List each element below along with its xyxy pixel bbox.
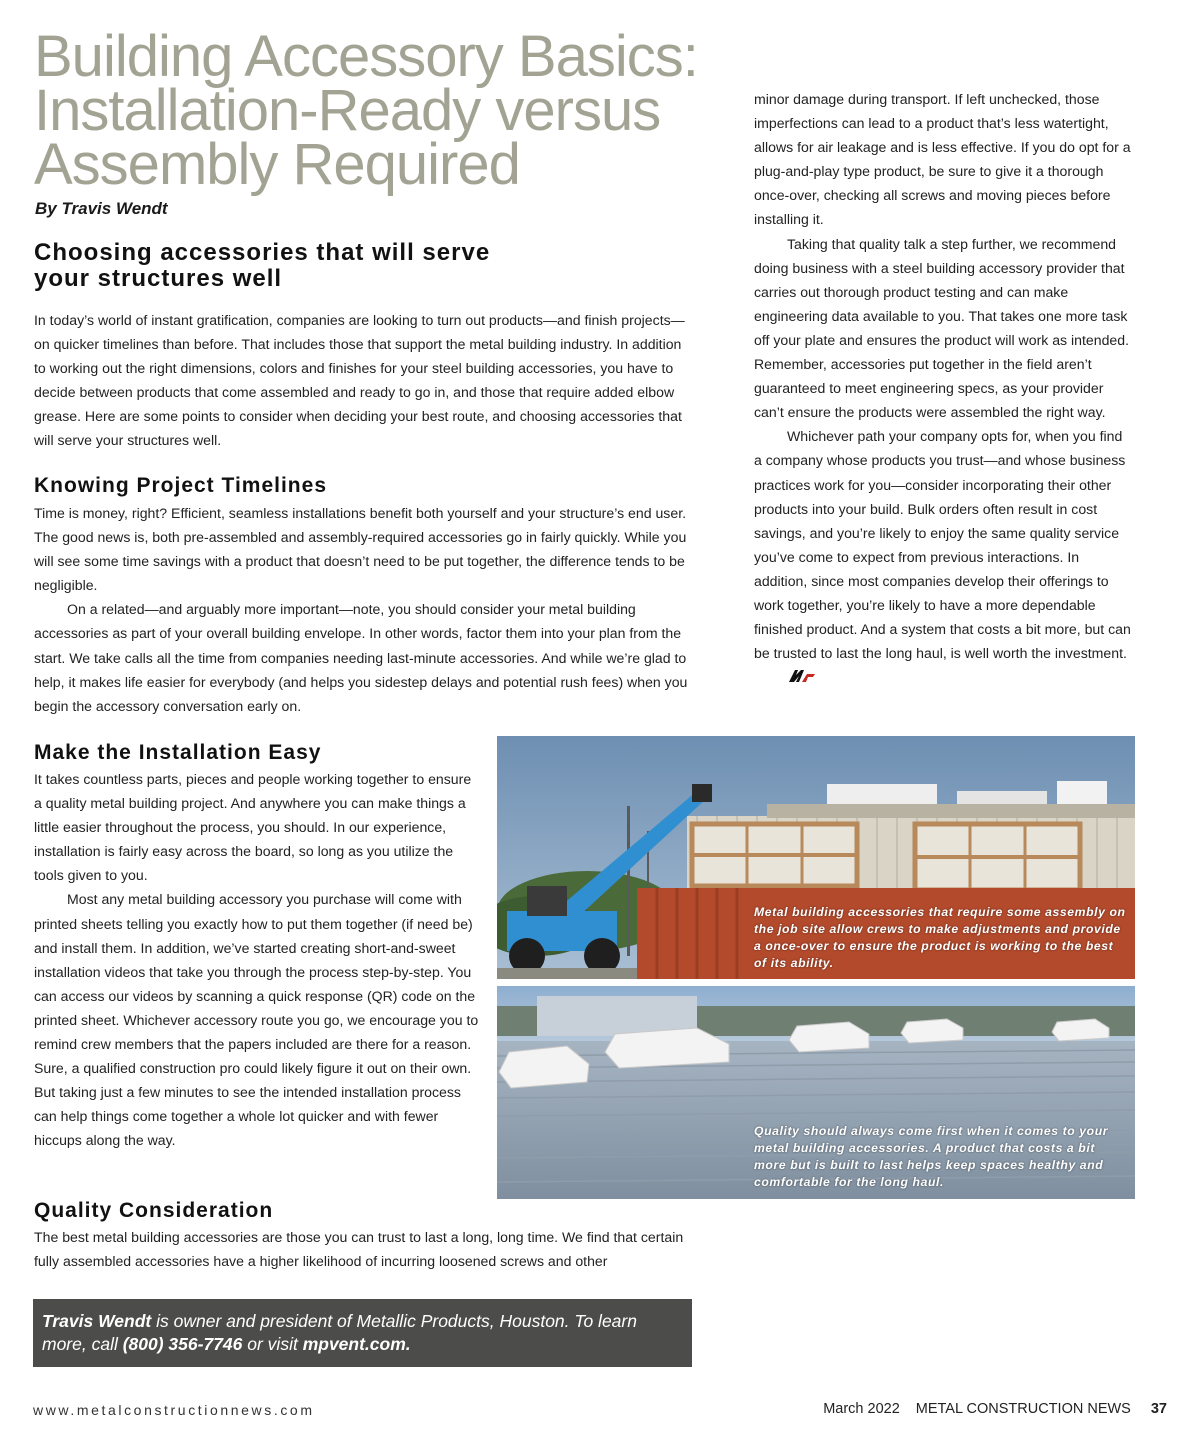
photo-metal-roof: [497, 986, 1135, 1199]
heading-quality: Quality Consideration: [34, 1199, 274, 1222]
article-title: [34, 24, 754, 197]
caption-metal-roof: Quality should always come first when it comes to your metal building accessories. A product that costs a bit more but is built to last helps keep spaces healthy and comfortable for the long haul.: [754, 1124, 1109, 1189]
right-column-body: [754, 87, 1132, 691]
photo-construction-site: [497, 736, 1135, 979]
bio-name: Travis Wendt: [42, 1311, 152, 1331]
heading-installation: Make the Installation Easy: [34, 741, 322, 764]
timelines-p2: On a related—and arguably more important—note, you should consider your metal building accessories as part of your overall building envelope. In other words, factor them into your plan from the start. We take calls all the time from companies needing last-minute accessories. And while we’re glad to help, it makes life easier for everybody (and helps you sidestep delays and potential rush fees) when you begin the accessory conversation early on.: [34, 601, 688, 714]
quality-body: [34, 1225, 684, 1273]
right-p2: Taking that quality talk a step further, we recommend doing business with a steel building accessory provider that carries out thorough product testing and can make engineering data available to you. That takes one more task off your plate and ensures the product will work as intended. Remember, accessories put together in the field aren’t guaranteed to meet engineering specs, as your provider can’t ensure the products were assembled the right way.: [754, 235, 1130, 421]
bio-text-1: is owner and president of Metallic Products, Houston. To learn more, call: [42, 1311, 637, 1354]
footer-publication: METAL CONSTRUCTION NEWS: [915, 1401, 1131, 1417]
mcn-end-mark-icon: [756, 667, 815, 691]
bio-phone[interactable]: (800) 356-7746: [122, 1334, 243, 1354]
intro-paragraph: [34, 308, 696, 453]
title-line-3: Assembly Required: [34, 132, 520, 197]
bio-text-2: or visit: [242, 1334, 303, 1354]
title-line-1: Building Accessory Basics:: [34, 24, 698, 89]
installation-p2: Most any metal building accessory you purchase will come with printed sheets telling you exactly how to put them together (if need be) and install them. In addition, we’ve started creating short-and-sweet installation videos that take you through the process step-by-step. You can access our videos by scanning a quick response (QR) code on the printed sheet. Whichever accessory route you go, we encourage you to remind crew members that the papers included are there for a reason. Sure, a qualified construction pro could likely figure it out on their own. But taking just a few minutes to see the intended installation process can help things come together a whole lot quicker and with fewer hiccups along the way.: [34, 891, 479, 1149]
timelines-body: [34, 501, 696, 718]
intro-text: In today’s world of instant gratification, companies are looking to turn out products—and finish projects—on quicker timelines than before. That includes those that support the metal building industry. In addition to working out the right dimensions, colors and finishes for your steel building accessories, you have to decide between products that come assembled and ready to go in, and those that require added elbow grease. Here are some points to consider when deciding your best route, and choosing accessories that will serve your structures well.: [34, 312, 685, 449]
installation-p1: It takes countless parts, pieces and people working together to ensure a quality metal building project. And anywhere you can make things a little easier throughout the process, you should. In our experience, installation is fairly easy across the board, so long as you utilize the tools given to you.: [34, 771, 472, 884]
footer-page-number: 37: [1150, 1401, 1167, 1417]
author-bio: [33, 1299, 692, 1367]
right-p1: minor damage during transport. If left unchecked, those imperfections can lead to a product that’s less watertight, allows for air leakage and is less effective. If you do opt for a plug-and-play type product, be sure to give it a thorough once-over, checking all screws and moving pieces before installing it.: [754, 91, 1131, 228]
subheading-line-1: Choosing accessories that will serve: [34, 239, 491, 266]
right-p3-text: Whichever path your company opts for, when you find a company whose products you trust—and whose business practices work for you—consider incorporating their other products into your build. Bulk orders often result in cost savings, and you’re likely to enjoy the same quality service you’ve come to expect from previous interactions. In addition, since most companies develop their offerings to work together, you’re likely to have a more dependable finished product. And a system that costs a bit more, but can be trusted to last the long haul, is well worth the investment.: [754, 428, 1131, 662]
subheading-line-2: your structures well: [34, 265, 283, 292]
quality-p1: The best metal building accessories are those you can trust to last a long, long time. We find that certain fully assembled accessories have a higher likelihood of incurring loosened screws and other: [34, 1229, 684, 1270]
footer-url[interactable]: www.metalconstructionnews.com: [33, 1402, 315, 1418]
heading-timelines: Knowing Project Timelines: [34, 474, 327, 497]
article-subheading: [34, 240, 634, 292]
bio-website-link[interactable]: mpvent.com.: [302, 1334, 411, 1354]
caption-construction-site: Metal building accessories that require some assembly on the job site allow crews to make adjustments and provide a once-over to ensure the product is working to the best of its ability.: [754, 905, 1126, 970]
installation-body: [34, 767, 479, 1153]
byline: By Travis Wendt: [35, 199, 168, 218]
title-line-2: Installation-Ready versus: [34, 78, 661, 143]
right-p3: [754, 424, 1132, 691]
footer-date: March 2022: [823, 1401, 900, 1417]
timelines-p1: Time is money, right? Efficient, seamless installations benefit both yourself and your structure’s end user. The good news is, both pre-assembled and assembly-required accessories go in fairly quickly. While you will see some time savings with a product that doesn’t need to be put together, the difference tends to be negligible.: [34, 505, 687, 594]
footer-info: [823, 1401, 1167, 1417]
